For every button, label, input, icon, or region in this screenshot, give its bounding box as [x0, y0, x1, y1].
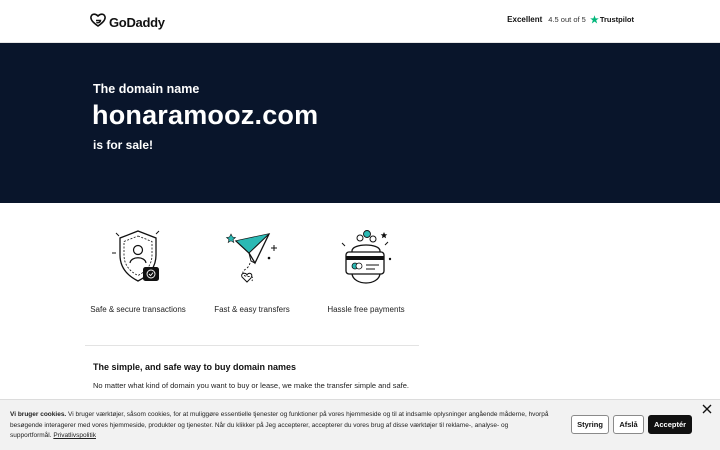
trustpilot-label: Excellent [507, 15, 543, 24]
cookie-description: Vi bruger værktøjer, såsom cookies, for at muliggøre essentielle tjenester og funktioner på vores hjemmeside og til at indsamle oplysninger angående måderne, hvorpå besøgende interagerer med vores hjemmeside, produkter og tjenester. Når du klikker på Jeg accepterer, accepterer du vores brug af disse værktøjer til reklame-, analyse- og supportformål. [10, 411, 549, 439]
trustpilot-score: 4.5 out of 5 [548, 15, 586, 24]
top-bar [0, 0, 720, 43]
trustpilot-rating[interactable] [507, 15, 634, 24]
close-icon[interactable] [700, 402, 714, 416]
decline-cookies-button[interactable]: Afslå [613, 415, 644, 434]
manage-cookies-button[interactable]: Styring [571, 415, 609, 434]
hero-subtitle: is for sale! [93, 138, 154, 152]
accept-cookies-button[interactable]: Acceptér [648, 415, 692, 434]
feature-label: Fast & easy transfers [214, 305, 290, 314]
trustpilot-brand [590, 15, 634, 24]
cookie-banner [0, 399, 720, 450]
godaddy-logo[interactable] [90, 13, 165, 32]
privacy-policy-link[interactable]: Privatlivspolitik [53, 432, 96, 439]
feature-safe-transactions [78, 225, 198, 314]
cookie-heading: Vi bruger cookies. [10, 411, 67, 418]
cookie-text [10, 410, 550, 442]
feature-fast-transfers [192, 225, 312, 314]
info-body: No matter what kind of domain you want to buy or lease, we make the transfer simple and safe. [93, 381, 409, 390]
hero-banner [0, 43, 720, 203]
hero-kicker: The domain name [93, 82, 200, 96]
godaddy-logo-icon [90, 13, 106, 32]
features-section [0, 203, 720, 343]
logo-text: GoDaddy [109, 15, 165, 30]
domain-name: honaramooz.com [92, 100, 319, 130]
section-divider [85, 345, 419, 346]
info-title: The simple, and safe way to buy domain names [93, 362, 297, 372]
feature-hassle-free-payments [306, 225, 426, 314]
trustpilot-star-icon [590, 15, 599, 24]
trustpilot-brand-text: Trustpilot [599, 15, 634, 24]
card-payment-icon [336, 225, 396, 289]
feature-label: Safe & secure transactions [90, 305, 186, 314]
paper-plane-icon [222, 225, 282, 289]
feature-label: Hassle free payments [327, 305, 405, 314]
info-section [93, 362, 413, 392]
shield-person-icon [108, 225, 168, 289]
